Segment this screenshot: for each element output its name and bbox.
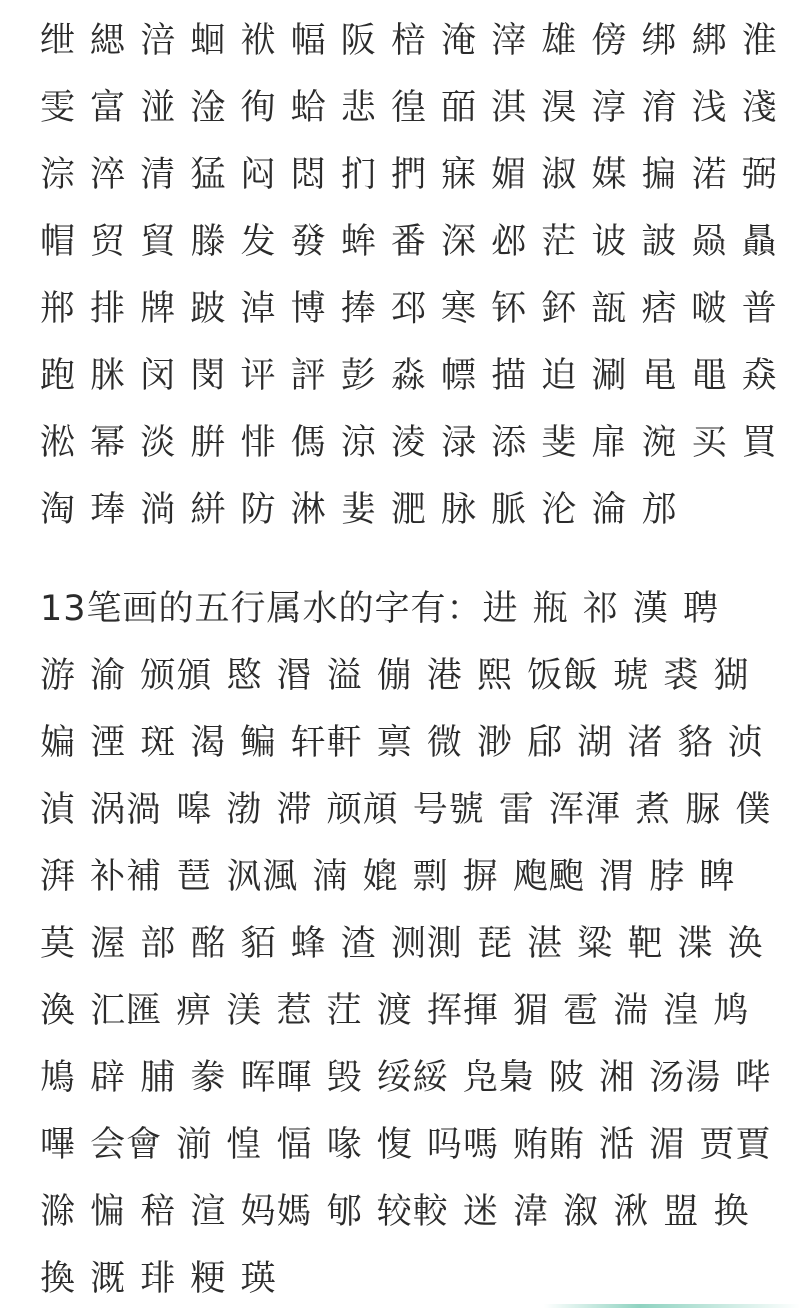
character-line: 換 溉 琲 粳 瑛 — [40, 1259, 277, 1299]
character-list-section-1 — [40, 8, 800, 544]
character-line: 湞 涡渦 嗥 渤 滞 颃頏 号號 雷 浑渾 煮 脲 僕 — [40, 790, 772, 830]
character-line: 莫 渥 部 酩 貊 蜂 渣 测測 琵 湛 粱 靶 渫 涣 — [40, 924, 764, 964]
character-line: 淞 幂 淡 腁 悱 傌 涼 淩 渌 添 斐 扉 涴 买 買 — [40, 423, 778, 463]
character-line: 渙 汇匯 痹 渼 惹 茳 渡 挥揮 猸 雹 湍 湟 鸠 — [40, 991, 750, 1031]
character-line: 淙 淬 清 猛 闷 悶 扪 捫 寐 媚 淑 媒 揙 渃 弼 — [40, 155, 778, 195]
character-line: 滁 惼 稖 渲 妈媽 郇 较較 迷 湋 溆 湫 盟 换 — [40, 1192, 750, 1232]
character-line: 跑 脒 闵 閔 评 評 彭 淼 幖 描 迫 涮 黾 黽 猋 — [40, 356, 778, 396]
character-line: 绁 緦 涪 蛔 袱 幅 阪 棓 淹 滓 雄 傍 绑 綁 淮 — [40, 21, 778, 61]
character-line: 嗶 会會 湔 惶 愊 喙 愎 吗嗎 贿賄 湉 湄 贾賈 — [40, 1125, 772, 1165]
section-heading-line: 13笔画的五行属水的字有：进 瓶 祁 漢 聘 — [40, 589, 720, 629]
bottom-accent-bar — [0, 1304, 800, 1308]
character-line: 游 渝 颁頒 愍 湣 溢 傰 港 熙 饭飯 琥 裘 猢 — [40, 656, 750, 696]
character-line: 媥 湮 斑 渴 鳊 轩軒 禀 微 渺 郈 湖 渚 貉 浈 — [40, 723, 764, 763]
character-list-section-2 — [40, 576, 800, 1313]
character-line: 帽 贸 貿 滕 发 發 蛑 番 深 邲 茫 诐 詖 赑 贔 — [40, 222, 778, 262]
character-line: 鳩 辟 脯 豢 晖暉 毁 绥綏 凫梟 陂 湘 汤湯 哔 — [40, 1058, 772, 1098]
character-line: 湃 补補 琶 沨渢 湳 媲 剽 摒 飑颮 渭 脖 睥 — [40, 857, 736, 897]
character-line: 郱 排 牌 跛 淖 博 捧 邳 寒 钚 鈈 瓿 痞 啵 普 — [40, 289, 778, 329]
character-line: 淘 琫 淌 絣 防 淋 婓 淝 脉 脈 沦 淪 邡 — [40, 490, 678, 530]
character-line: 雯 富 湴 淦 徇 蛤 悲 徨 皕 淇 湨 淳 淯 浅 淺 — [40, 88, 778, 128]
